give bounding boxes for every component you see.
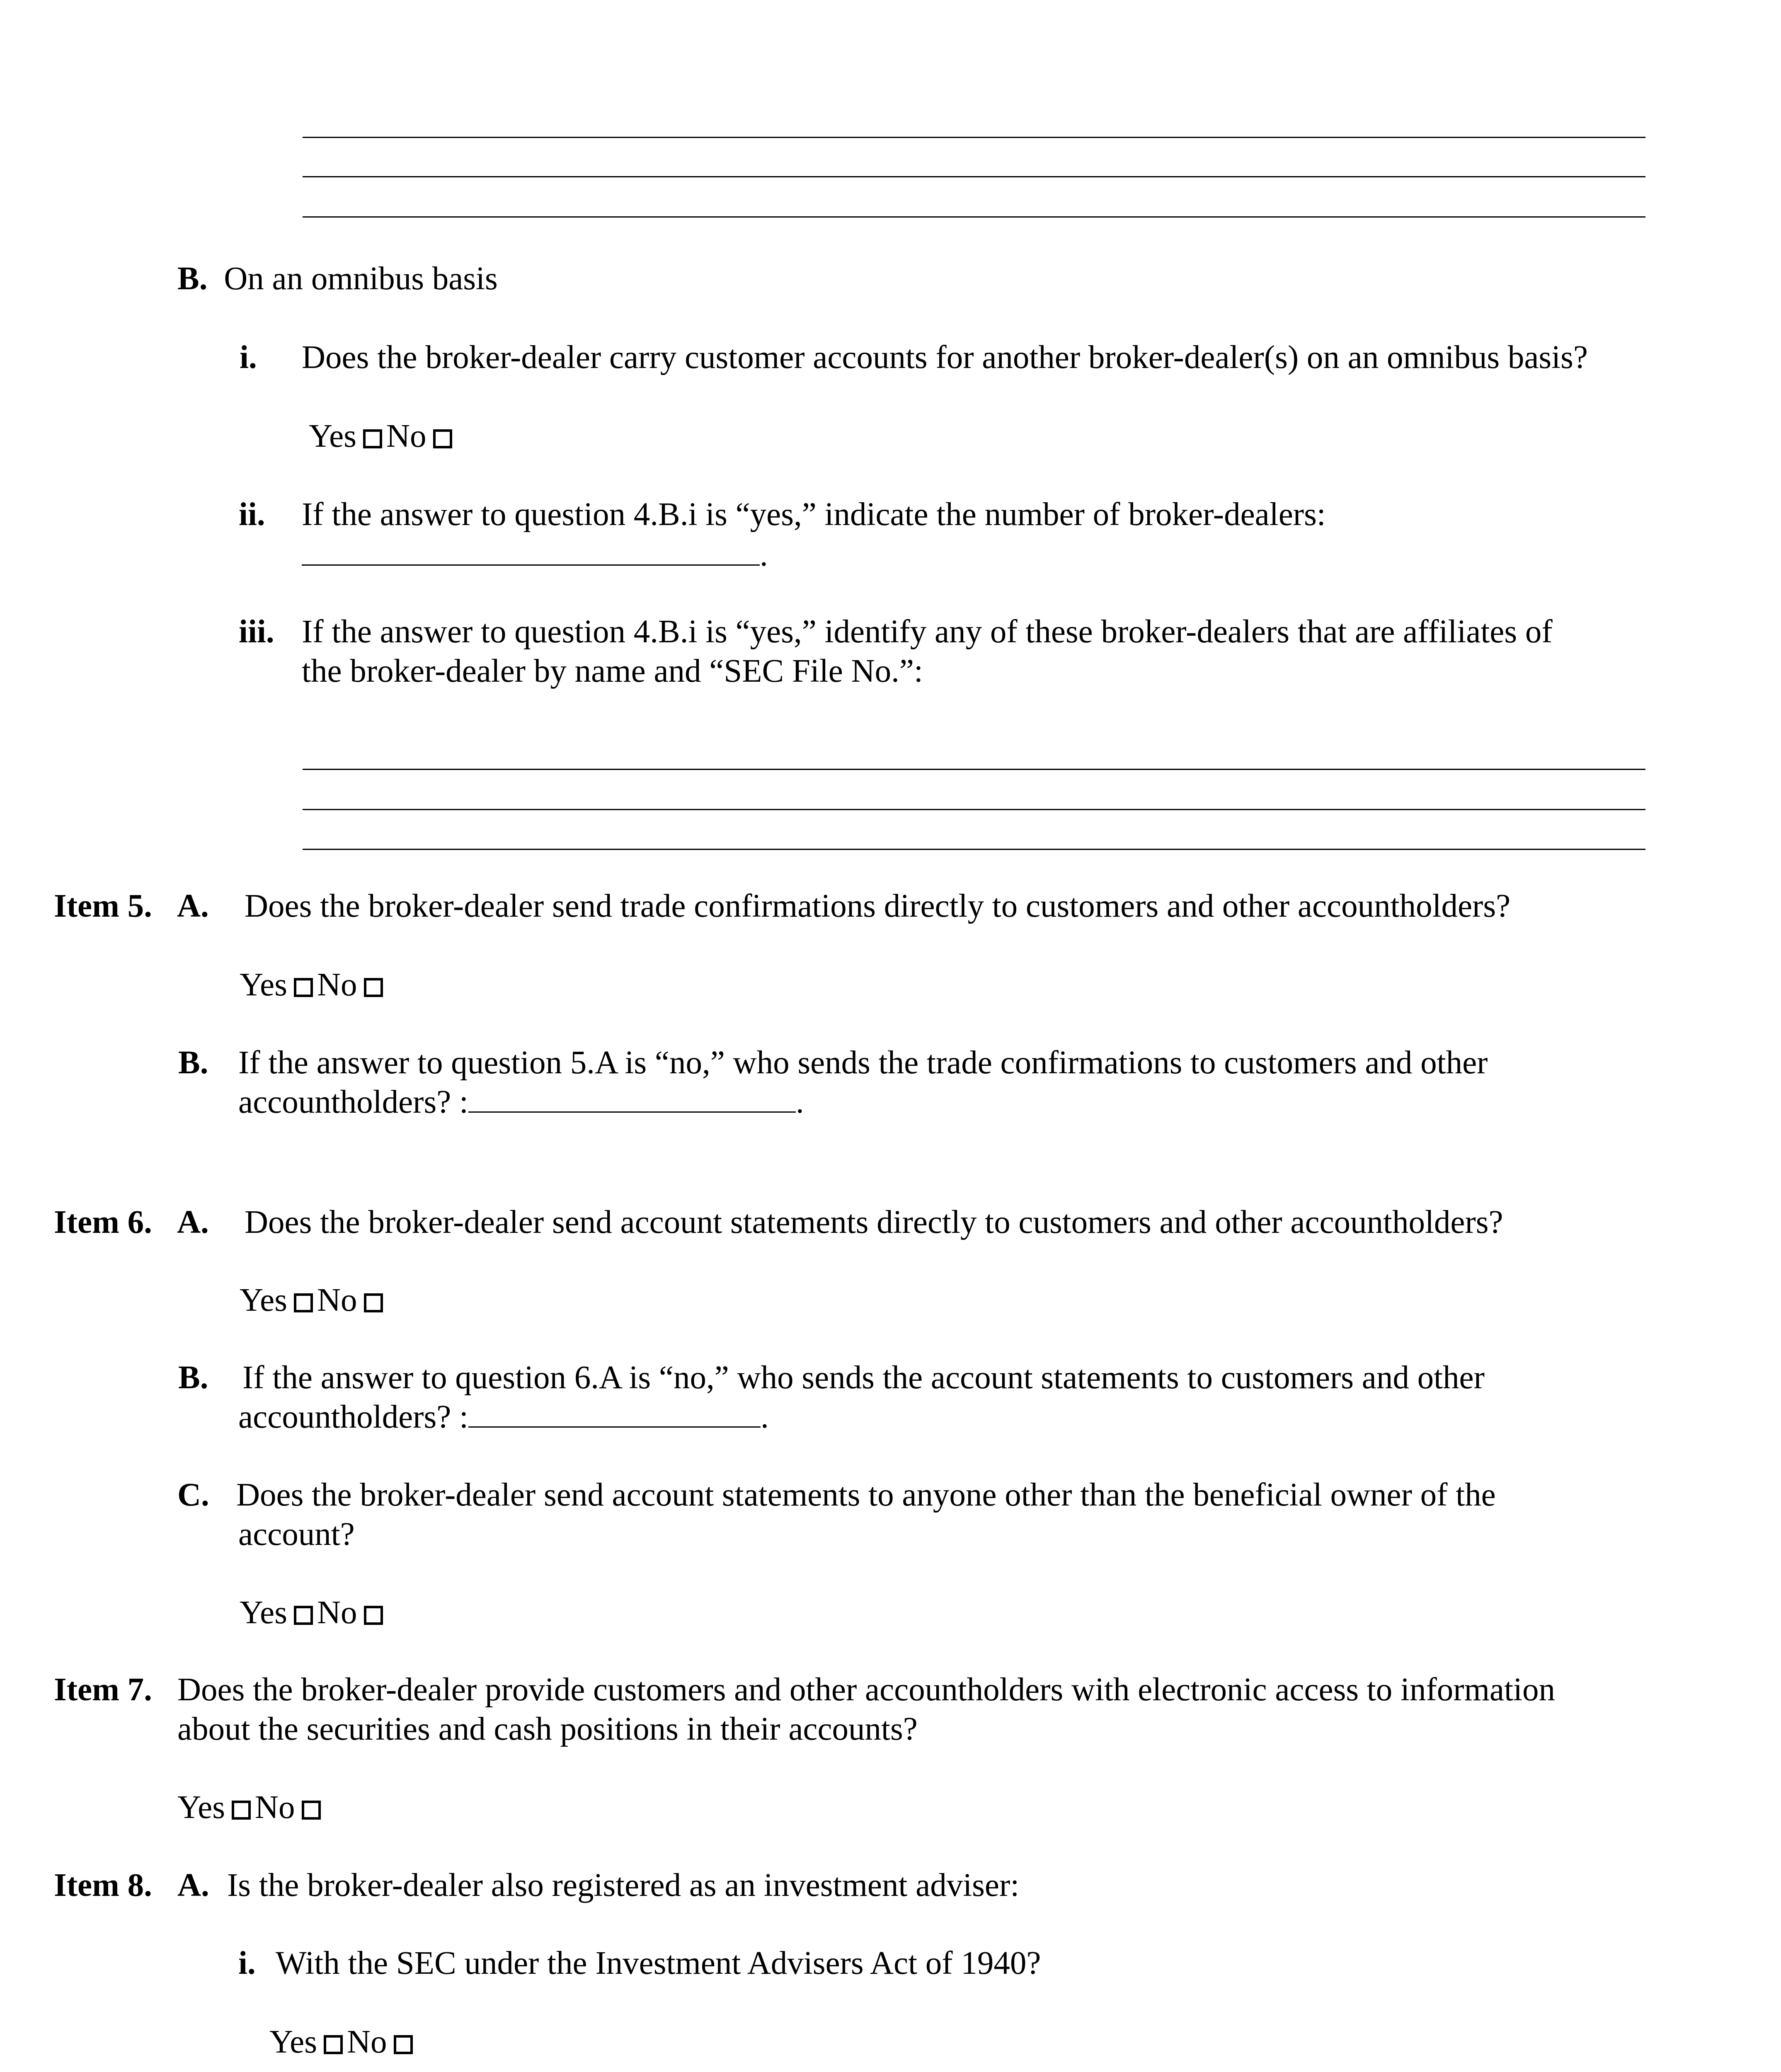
item-5b-label: B. (178, 1045, 208, 1081)
no-label: No (386, 418, 426, 454)
question-4biii-num: iii. (239, 614, 274, 650)
no-label: No (317, 967, 357, 1003)
yes-checkbox[interactable] (363, 429, 382, 448)
item-6a-question: Does the broker-dealer send account statements directly to customers and other accountholders? (245, 1204, 1503, 1240)
no-checkbox[interactable] (364, 1606, 383, 1625)
item-5b-line1: If the answer to question 5.A is “no,” who sends the trade confirmations to customers and other (238, 1045, 1488, 1081)
yes-label: Yes (240, 1282, 287, 1318)
question-4bii-answer (302, 539, 768, 571)
answer-line[interactable] (303, 216, 1645, 218)
item-5a-label: A. (177, 888, 209, 924)
question-4bi-number: i. (240, 339, 257, 375)
trade-confirmations-sender-field[interactable] (468, 1111, 796, 1113)
no-checkbox[interactable] (364, 978, 383, 997)
no-checkbox[interactable] (433, 429, 452, 448)
question-4bii-number (239, 498, 265, 531)
period: . (760, 1399, 769, 1435)
question-4bi-options (309, 420, 456, 453)
no-label: No (317, 1282, 357, 1318)
yes-label: Yes (309, 418, 356, 454)
section-4b-label: B. (177, 261, 208, 297)
item-6b-prompt: accountholders? : (238, 1399, 468, 1435)
question-4biii-line1: If the answer to question 4.B.i is “yes,” identify any of these broker-dealers that are affiliates of (302, 614, 1553, 650)
answer-line[interactable] (303, 849, 1645, 850)
answer-line[interactable] (303, 769, 1645, 770)
period: . (760, 537, 768, 573)
no-checkbox[interactable] (302, 1801, 321, 1820)
no-checkbox[interactable] (394, 2035, 413, 2054)
item-7-options (177, 1791, 325, 1824)
item-8ai-question: With the SEC under the Investment Advisers Act of 1940? (276, 1945, 1041, 1981)
yes-checkbox[interactable] (324, 2035, 343, 2054)
no-checkbox[interactable] (364, 1293, 383, 1312)
item-5b-line2 (238, 1086, 804, 1118)
answer-line[interactable] (303, 809, 1645, 810)
period: . (795, 1084, 804, 1120)
section-4b-heading (177, 262, 498, 295)
yes-label: Yes (240, 967, 287, 1003)
item-8a-question: Is the broker-dealer also registered as an investment adviser: (227, 1867, 1020, 1903)
item-8ai-options (269, 2026, 417, 2058)
item-7-line1: Does the broker-dealer provide customers and other accountholders with electronic access to information (177, 1672, 1555, 1708)
yes-checkbox[interactable] (232, 1801, 251, 1820)
item-7-line2: about the securities and cash positions in their accounts? (177, 1711, 918, 1747)
item-6c-options (240, 1596, 387, 1629)
item-6b-line1: If the answer to question 6.A is “no,” who sends the account statements to customers and other (242, 1360, 1485, 1396)
item-6a-options (240, 1284, 387, 1317)
question-4biii-line2: the broker-dealer by name and “SEC File No.”: (302, 653, 923, 689)
item-6a-label: A. (177, 1204, 209, 1240)
answer-line[interactable] (303, 137, 1645, 138)
section-4b-title: On an omnibus basis (224, 261, 498, 297)
question-4bi-text: Does the broker-dealer carry customer accounts for another broker-dealer(s) on an omnibus basis? (302, 339, 1588, 375)
yes-label: Yes (269, 2024, 317, 2060)
item-6b-label: B. (178, 1360, 208, 1396)
item-6c-label: C. (177, 1477, 209, 1513)
no-label: No (317, 1595, 357, 1631)
yes-checkbox[interactable] (294, 978, 313, 997)
number-of-broker-dealers-field[interactable] (302, 564, 760, 566)
item-5b-prompt: accountholders? : (238, 1084, 468, 1120)
item-8ai-number: i. (238, 1945, 256, 1981)
question-4bii-num: ii. (239, 496, 265, 533)
item-8a-label: A. (177, 1867, 209, 1903)
item-7-label: Item 7. (54, 1672, 152, 1708)
item-5a-question: Does the broker-dealer send trade confirmations directly to customers and other accountholders? (245, 888, 1511, 924)
item-5a-options (240, 968, 387, 1001)
yes-label: Yes (177, 1789, 225, 1825)
account-statements-sender-field[interactable] (468, 1426, 761, 1428)
no-label: No (254, 1789, 295, 1825)
item-6c-line1: Does the broker-dealer send account statements to anyone other than the beneficial owner of the (236, 1477, 1496, 1513)
question-4bi (240, 341, 257, 374)
yes-checkbox[interactable] (294, 1606, 313, 1625)
question-4biii-number (239, 615, 274, 648)
item-6b-line2 (238, 1401, 769, 1433)
item-6c-line2: account? (238, 1516, 355, 1552)
item-5-label: Item 5. (54, 888, 152, 924)
item-6-label: Item 6. (54, 1204, 152, 1240)
yes-label: Yes (240, 1595, 287, 1631)
answer-line[interactable] (303, 176, 1645, 177)
no-label: No (347, 2024, 387, 2060)
item-8-label: Item 8. (54, 1867, 152, 1903)
yes-checkbox[interactable] (294, 1293, 313, 1312)
question-4bii-text: If the answer to question 4.B.i is “yes,” indicate the number of broker-dealers: (302, 496, 1326, 533)
